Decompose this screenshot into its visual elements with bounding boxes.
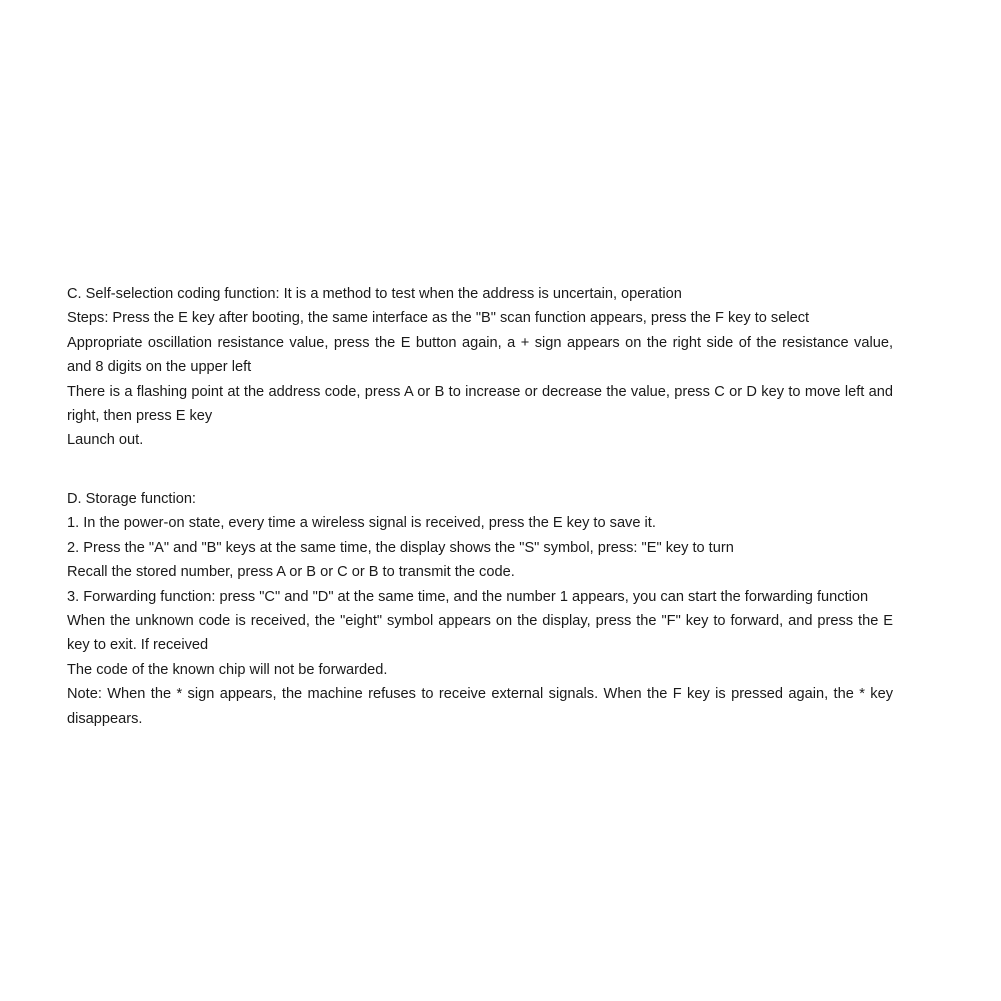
- section-d-paragraph: 3. Forwarding function: press "C" and "D" at the same time, and the number 1 appears, you can start the forwarding function: [67, 588, 869, 605]
- section-c-self-selection-coding: [67, 282, 893, 453]
- section-c-paragraph: Launch out.: [67, 432, 144, 449]
- section-c-paragraph: There is a flashing point at the address code, press A or B to increase or decrease the value, press C or D key to move left and right, then press E key: [67, 383, 893, 425]
- section-d-paragraph: Recall the stored number, press A or B or C or B to transmit the code.: [67, 564, 515, 581]
- section-c-paragraph: Appropriate oscillation resistance value, press the E button again, a + sign appears on the right side of the resistance value, and 8 digits on the upper left: [67, 334, 893, 376]
- section-d-paragraph: 2. Press the "A" and "B" keys at the same time, the display shows the "S" symbol, press: "E" key to turn: [67, 539, 734, 556]
- section-d-note: Note: When the * sign appears, the machine refuses to receive external signals. When the F key is pressed again, the * key disappears.: [67, 686, 893, 727]
- section-c-heading: C. Self-selection coding function: It is a method to test when the address is uncertain, operation: [67, 286, 682, 302]
- section-d-paragraph: When the unknown code is received, the "eight" symbol appears on the display, press the "F" key to forward, and press the E key to exit. If received: [67, 613, 893, 654]
- section-d-paragraph: 1. In the power-on state, every time a wireless signal is received, press the E key to save it.: [67, 515, 656, 532]
- section-d-storage-function: [67, 487, 893, 731]
- section-d-heading: D. Storage function:: [67, 491, 196, 507]
- section-d-paragraph: The code of the known chip will not be forwarded.: [67, 661, 388, 678]
- section-c-paragraph: Steps: Press the E key after booting, the same interface as the "B" scan function appears, press the F key to select: [67, 310, 810, 327]
